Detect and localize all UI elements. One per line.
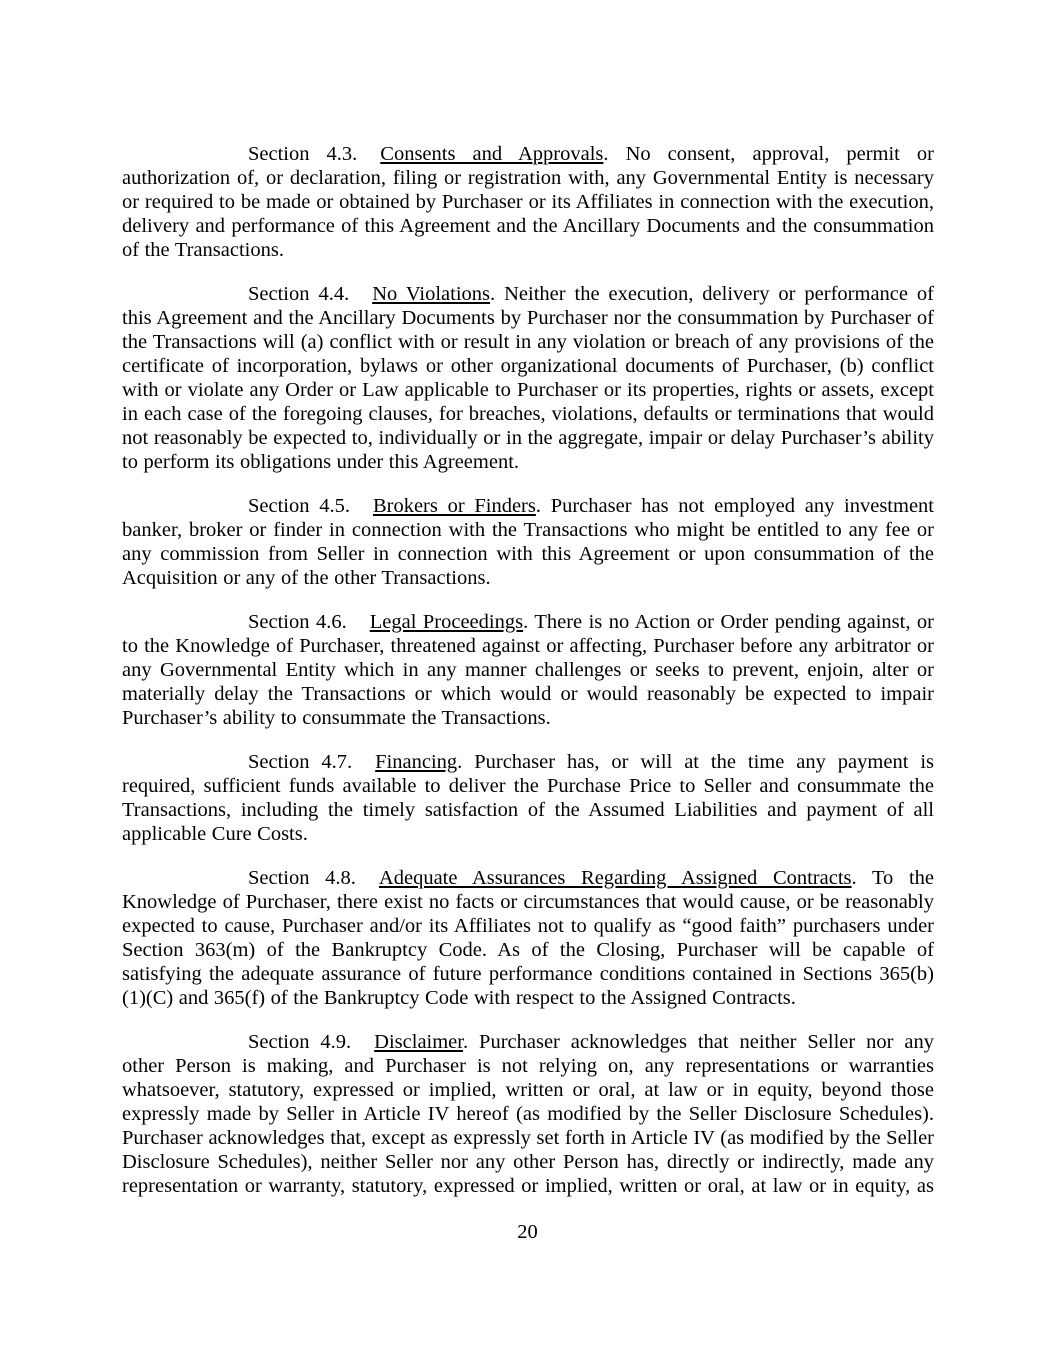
section-4-5-body: . Purchaser has not employed any investment banker, broker or finder in connection with the Transactions who might be entitled to any fee or any commission from Seller in connection with this Agreement or upon consummation of the Acquisition or any of the other Transactions. [122, 495, 934, 589]
page-footer [0, 1220, 1055, 1244]
document-content [122, 142, 934, 1198]
section-4-7-label: Section 4.7. [248, 751, 353, 773]
section-4-4-label: Section 4.4. [248, 283, 350, 305]
section-4-7-paragraph [122, 750, 934, 846]
section-4-8-body: . To the Knowledge of Purchaser, there exist no facts or circumstances that would cause, or be reasonably expected to cause, Purchaser and/or its Affiliates not to qualify as “good faith” purchasers under Section 363(m) of the Bankruptcy Code. As of the Closing, Purchaser will be capable of satisfying the adequate assurance of future performance conditions contained in Sections 365(b)(1)(C) and 365(f) of the Bankruptcy Code with respect to the Assigned Contracts. [122, 867, 934, 1009]
section-4-8-label: Section 4.8. [248, 867, 356, 889]
section-4-3-body: . No consent, approval, permit or authorization of, or declaration, filing or registration with, any Governmental Entity is necessary or required to be made or obtained by Purchaser or its Affiliates in connection with the execution, delivery and performance of this Agreement and the Ancillary Documents and the consummation of the Transactions. [122, 143, 934, 261]
section-4-4-paragraph [122, 282, 934, 474]
section-4-5-label: Section 4.5. [248, 495, 350, 517]
section-4-8-heading: Adequate Assurances Regarding Assigned Contracts [378, 867, 852, 889]
section-4-3-heading: Consents and Approvals [380, 143, 604, 165]
section-4-9-paragraph [122, 1030, 934, 1198]
section-4-8-paragraph [122, 866, 934, 1010]
section-4-6-body: . There is no Action or Order pending against, or to the Knowledge of Purchaser, threatened against or affecting, Purchaser before any arbitrator or any Governmental Entity which in any manner challenges or seeks to prevent, enjoin, alter or materially delay the Transactions or which would or would reasonably be expected to impair Purchaser’s ability to consummate the Transactions. [122, 611, 935, 729]
page-number: 20 [517, 1221, 538, 1243]
section-4-6-label: Section 4.6. [248, 611, 347, 633]
section-4-3-label: Section 4.3. [248, 143, 358, 165]
section-4-6-heading: Legal Proceedings [369, 611, 524, 633]
section-4-7-body: . Purchaser has, or will at the time any payment is required, sufficient funds available to deliver the Purchase Price to Seller and consummate the Transactions, including the timely satisfaction of the Assumed Liabilities and payment of all applicable Cure Costs. [122, 751, 934, 845]
section-4-9-label: Section 4.9. [248, 1031, 352, 1053]
section-4-3-paragraph [122, 142, 934, 262]
section-4-6-paragraph [122, 610, 934, 730]
section-4-4-heading: No Violations [372, 283, 491, 305]
section-4-9-heading: Disclaimer [374, 1031, 463, 1053]
section-4-5-heading: Brokers or Finders [372, 495, 536, 517]
section-4-5-paragraph [122, 494, 934, 590]
section-4-7-heading: Financing [375, 751, 458, 773]
section-4-9-body: . Purchaser acknowledges that neither Seller nor any other Person is making, and Purchaser is not relying on, any representations or warranties whatsoever, statutory, expressed or implied, written or oral, at law or in equity, beyond those expressly made by Seller in Article IV hereof (as modified by the Seller Disclosure Schedules). Purchaser acknowledges that, except as expressly set forth in Article IV (as modified by the Seller Disclosure Schedules), neither Seller nor any other Person has, directly or indirectly, made any representation or warranty, statutory, expressed or implied, written or oral, at law or in equity, as [122, 1031, 934, 1197]
section-4-4-body: . Neither the execution, delivery or performance of this Agreement and the Ancillary Documents by Purchaser nor the consummation by Purchaser of the Transactions will (a) conflict with or result in any violation or breach of any provisions of the certificate of incorporation, bylaws or other organizational documents of Purchaser, (b) conflict with or violate any Order or Law applicable to Purchaser or its properties, rights or assets, except in each case of the foregoing clauses, for breaches, violations, defaults or terminations that would not reasonably be expected to, individually or in the aggregate, impair or delay Purchaser’s ability to perform its obligations under this Agreement. [122, 283, 935, 473]
